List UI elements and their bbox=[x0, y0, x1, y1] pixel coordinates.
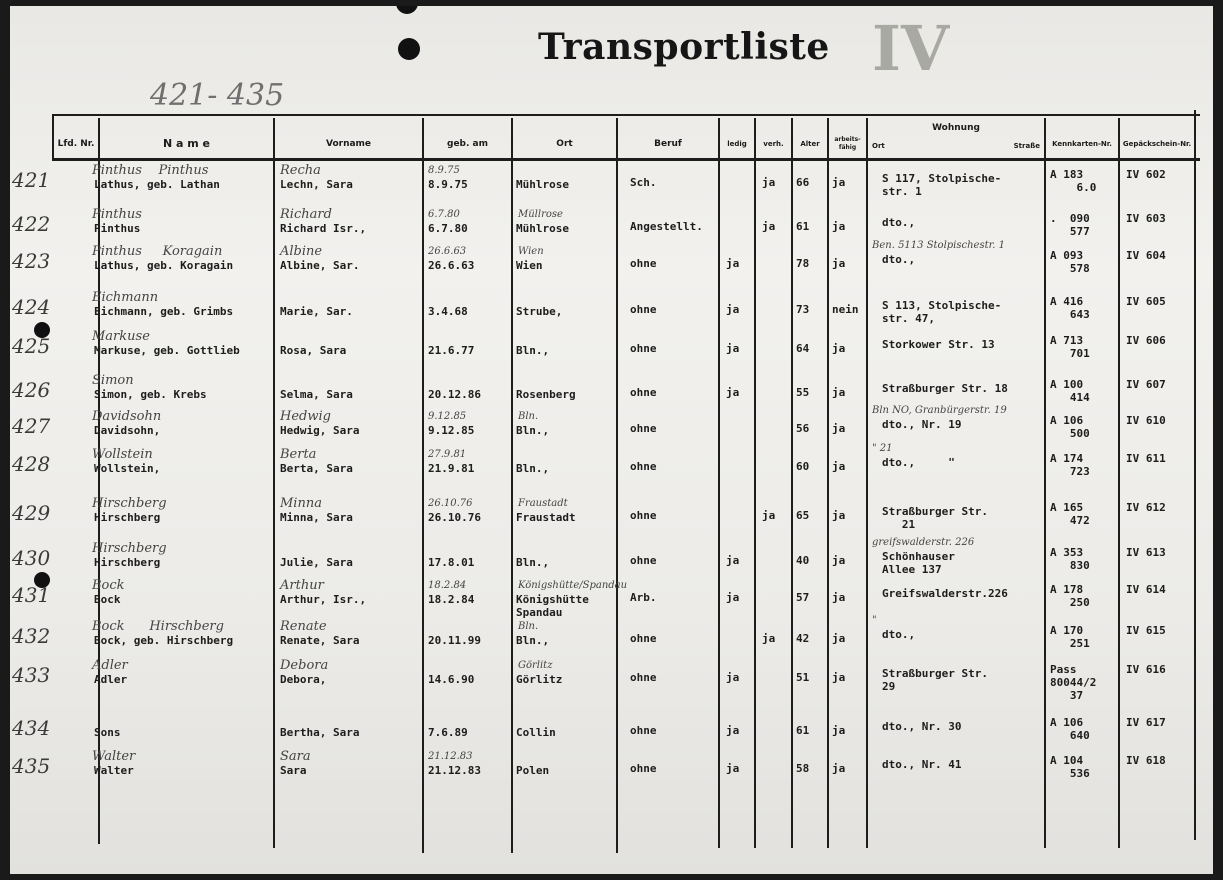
age: 51 bbox=[796, 671, 810, 684]
age: 42 bbox=[796, 632, 810, 645]
birth-date-handwritten: 26.6.63 bbox=[428, 246, 467, 257]
luggage-ticket-number: IV 614 bbox=[1126, 583, 1166, 596]
row-margin-number: 422 bbox=[12, 212, 51, 236]
given-name-handwritten: Renate bbox=[280, 619, 327, 634]
header-ledig: ledig bbox=[727, 140, 747, 148]
given-name-typed: Marie, Sar. bbox=[280, 305, 353, 318]
id-card-number: A 183 6.0 bbox=[1050, 168, 1097, 194]
given-name-typed: Albine, Sar. bbox=[280, 259, 360, 272]
fit-for-work: ja bbox=[832, 220, 846, 233]
birthplace-handwritten: Wien bbox=[518, 246, 544, 257]
given-name-typed: Minna, Sara bbox=[280, 511, 353, 524]
fit-for-work: ja bbox=[832, 422, 846, 435]
address-handwritten: Bln NO, Granbürgerstr. 19 bbox=[872, 405, 1007, 416]
age: 60 bbox=[796, 460, 810, 473]
occupation: ohne bbox=[630, 554, 657, 567]
id-card-number: A 104 536 bbox=[1050, 754, 1090, 780]
name-typed: Hirschberg bbox=[94, 511, 161, 524]
address-typed: Schönhauser Allee 137 bbox=[882, 550, 955, 576]
surname-handwritten: Hirschberg bbox=[92, 496, 167, 511]
address-typed: S 113, Stolpische- str. 47, bbox=[882, 299, 1002, 325]
birthplace-typed: Strube, bbox=[516, 305, 563, 318]
name-typed: Hirschberg bbox=[94, 556, 161, 569]
fit-for-work: ja bbox=[832, 460, 846, 473]
luggage-ticket-number: IV 604 bbox=[1126, 249, 1166, 262]
luggage-ticket-number: IV 618 bbox=[1126, 754, 1166, 767]
address-typed: dto., Nr. 30 bbox=[882, 720, 962, 733]
address-typed: dto., bbox=[882, 253, 916, 266]
age: 64 bbox=[796, 342, 810, 355]
surname-handwritten: Eichmann bbox=[92, 290, 159, 305]
given-name-handwritten: Recha bbox=[280, 163, 321, 178]
header-wohnung-strasse: Straße bbox=[1013, 142, 1040, 150]
address-typed: Straßburger Str. 29 bbox=[882, 667, 988, 693]
single-mark: ja bbox=[726, 257, 740, 270]
birthplace-typed: Wien bbox=[516, 259, 543, 272]
single-mark: ja bbox=[726, 671, 740, 684]
age: 61 bbox=[796, 220, 810, 233]
luggage-ticket-number: IV 603 bbox=[1126, 212, 1166, 225]
address-typed: Storkower Str. 13 bbox=[882, 338, 995, 351]
occupation: Angestellt. bbox=[630, 220, 703, 233]
age: 73 bbox=[796, 303, 810, 316]
given-name-typed: Lechn, Sara bbox=[280, 178, 353, 191]
age: 57 bbox=[796, 591, 810, 604]
document-title: Transportliste bbox=[538, 26, 830, 68]
age: 40 bbox=[796, 554, 810, 567]
header-ort: Ort bbox=[556, 139, 573, 149]
punch-hole bbox=[396, 6, 418, 14]
row-margin-number: 429 bbox=[12, 501, 51, 525]
luggage-ticket-number: IV 605 bbox=[1126, 295, 1166, 308]
single-mark: ja bbox=[726, 724, 740, 737]
birth-date-typed: 21.6.77 bbox=[428, 344, 475, 357]
given-name-typed: Rosa, Sara bbox=[280, 344, 347, 357]
row-margin-number: 434 bbox=[12, 716, 51, 740]
birth-date-handwritten: 18.2.84 bbox=[428, 580, 467, 591]
luggage-ticket-number: IV 617 bbox=[1126, 716, 1166, 729]
given-name-handwritten: Berta bbox=[280, 447, 317, 462]
birthplace-typed: Fraustadt bbox=[516, 511, 576, 524]
header-beruf: Beruf bbox=[654, 139, 682, 149]
birthplace-handwritten: Bln. bbox=[518, 621, 539, 632]
birth-date-typed: 7.6.89 bbox=[428, 726, 468, 739]
married-mark: ja bbox=[762, 509, 776, 522]
list-number-stamp: IV bbox=[872, 12, 950, 85]
surname-handwritten: Davidsohn bbox=[92, 409, 162, 424]
id-card-number: A 100 414 bbox=[1050, 378, 1090, 404]
birthplace-typed: Königshütte Spandau bbox=[516, 593, 589, 619]
luggage-ticket-number: IV 612 bbox=[1126, 501, 1166, 514]
married-mark: ja bbox=[762, 220, 776, 233]
column-rule bbox=[791, 118, 793, 848]
single-mark: ja bbox=[726, 342, 740, 355]
address-typed: S 117, Stolpische- str. 1 bbox=[882, 172, 1002, 198]
name-typed: Wollstein, bbox=[94, 462, 161, 475]
address-typed: Greifswalderstr.226 bbox=[882, 587, 1008, 600]
id-card-number: A 170 251 bbox=[1050, 624, 1090, 650]
given-name-typed: Selma, Sara bbox=[280, 388, 353, 401]
row-margin-number: 426 bbox=[12, 378, 51, 402]
address-typed: dto., bbox=[882, 628, 916, 641]
age: 65 bbox=[796, 509, 810, 522]
name-typed: Markuse, geb. Gottlieb bbox=[94, 344, 240, 357]
address-typed: dto., Nr. 19 bbox=[882, 418, 962, 431]
birthplace-handwritten: Fraustadt bbox=[518, 498, 568, 509]
occupation: Arb. bbox=[630, 591, 657, 604]
luggage-ticket-number: IV 616 bbox=[1126, 663, 1166, 676]
occupation: ohne bbox=[630, 671, 657, 684]
column-rule bbox=[1118, 118, 1120, 848]
birth-date-typed: 26.10.76 bbox=[428, 511, 481, 524]
name-typed: Walter bbox=[94, 764, 134, 777]
fit-for-work: ja bbox=[832, 342, 846, 355]
given-name-handwritten: Sara bbox=[280, 749, 311, 764]
birth-date-typed: 21.9.81 bbox=[428, 462, 475, 475]
occupation: ohne bbox=[630, 509, 657, 522]
birthplace-typed: Bln., bbox=[516, 556, 550, 569]
given-name-handwritten: Albine bbox=[280, 244, 323, 259]
birthplace-typed: Mühlrose bbox=[516, 178, 569, 191]
birthplace-handwritten: Königshütte/Spandau bbox=[518, 580, 628, 591]
married-mark: ja bbox=[762, 632, 776, 645]
header-wohnung-ort: Ort bbox=[872, 142, 885, 150]
id-card-number: . 090 577 bbox=[1050, 212, 1090, 238]
id-card-number: A 165 472 bbox=[1050, 501, 1090, 527]
birth-date-typed: 8.9.75 bbox=[428, 178, 468, 191]
birth-date-typed: 14.6.90 bbox=[428, 673, 475, 686]
column-rule bbox=[616, 118, 618, 853]
header-wohnung: Wohnung bbox=[932, 123, 980, 133]
name-typed: Sons bbox=[94, 726, 121, 739]
surname-handwritten: Markuse bbox=[92, 329, 150, 344]
birth-date-handwritten: 9.12.85 bbox=[428, 411, 467, 422]
birth-date-typed: 26.6.63 bbox=[428, 259, 475, 272]
single-mark: ja bbox=[726, 386, 740, 399]
row-margin-number: 425 bbox=[12, 334, 51, 358]
fit-for-work: ja bbox=[832, 509, 846, 522]
birthplace-typed: Bln., bbox=[516, 634, 550, 647]
row-margin-number: 430 bbox=[12, 546, 51, 570]
birth-date-handwritten: 8.9.75 bbox=[428, 165, 460, 176]
birth-date-handwritten: 26.10.76 bbox=[428, 498, 473, 509]
header-kennkarte: Kennkarten-Nr. bbox=[1052, 139, 1112, 148]
name-typed: Simon, geb. Krebs bbox=[94, 388, 207, 401]
row-margin-number: 424 bbox=[12, 295, 51, 319]
single-mark: ja bbox=[726, 591, 740, 604]
name-typed: Bock bbox=[94, 593, 121, 606]
single-mark: ja bbox=[726, 554, 740, 567]
id-card-number: A 106 640 bbox=[1050, 716, 1090, 742]
given-name-typed: Julie, Sara bbox=[280, 556, 353, 569]
surname-handwritten: Wollstein bbox=[92, 447, 153, 462]
occupation: ohne bbox=[630, 257, 657, 270]
name-typed: Adler bbox=[94, 673, 128, 686]
given-name-typed: Hedwig, Sara bbox=[280, 424, 360, 437]
birth-date-typed: 6.7.80 bbox=[428, 222, 468, 235]
luggage-ticket-number: IV 607 bbox=[1126, 378, 1166, 391]
name-typed: Lathus, geb. Lathan bbox=[94, 178, 220, 191]
header-lfd: Lfd. Nr. bbox=[57, 139, 95, 149]
given-name-typed: Arthur, Isr., bbox=[280, 593, 367, 606]
fit-for-work: ja bbox=[832, 176, 846, 189]
row-margin-number: 435 bbox=[12, 754, 51, 778]
age: 78 bbox=[796, 257, 810, 270]
birth-date-handwritten: 6.7.80 bbox=[428, 209, 460, 220]
column-rule bbox=[1044, 118, 1046, 848]
single-mark: ja bbox=[726, 762, 740, 775]
surname-handwritten: Hirschberg bbox=[92, 541, 167, 556]
birth-date-typed: 20.12.86 bbox=[428, 388, 481, 401]
birthplace-typed: Mühlrose bbox=[516, 222, 569, 235]
married-mark: ja bbox=[762, 176, 776, 189]
row-margin-number: 421 bbox=[12, 168, 51, 192]
luggage-ticket-number: IV 606 bbox=[1126, 334, 1166, 347]
address-typed: dto., bbox=[882, 216, 916, 229]
id-card-number: A 093 578 bbox=[1050, 249, 1090, 275]
surname-handwritten: Pinthus bbox=[92, 207, 142, 222]
birthplace-typed: Polen bbox=[516, 764, 550, 777]
given-name-typed: Sara bbox=[280, 764, 307, 777]
document-sheet bbox=[10, 6, 1213, 874]
column-rule bbox=[827, 118, 829, 848]
column-rule bbox=[866, 118, 868, 848]
address-handwritten: " 21 bbox=[872, 443, 893, 454]
fit-for-work: ja bbox=[832, 724, 846, 737]
column-rule bbox=[273, 118, 275, 848]
given-name-handwritten: Hedwig bbox=[280, 409, 331, 424]
surname-handwritten: Walter bbox=[92, 749, 136, 764]
row-margin-number: 433 bbox=[12, 663, 51, 687]
age: 58 bbox=[796, 762, 810, 775]
name-typed: Lathus, geb. Koragain bbox=[94, 259, 234, 272]
occupation: ohne bbox=[630, 762, 657, 775]
occupation: ohne bbox=[630, 460, 657, 473]
birth-date-typed: 9.12.85 bbox=[428, 424, 475, 437]
id-card-number: A 106 500 bbox=[1050, 414, 1090, 440]
birthplace-typed: Bln., bbox=[516, 344, 550, 357]
surname-handwritten: Simon bbox=[92, 373, 134, 388]
birth-date-handwritten: 21.12.83 bbox=[428, 751, 473, 762]
given-name-handwritten: Richard bbox=[280, 207, 332, 222]
given-name-typed: Bertha, Sara bbox=[280, 726, 360, 739]
column-rule bbox=[422, 118, 424, 853]
birthplace-handwritten: Bln. bbox=[518, 411, 539, 422]
occupation: ohne bbox=[630, 422, 657, 435]
age: 61 bbox=[796, 724, 810, 737]
header-verh: verh. bbox=[763, 140, 784, 148]
birthplace-typed: Collin bbox=[516, 726, 556, 739]
occupation: ohne bbox=[630, 303, 657, 316]
surname-handwritten: Bock bbox=[92, 578, 125, 593]
birthplace-typed: Bln., bbox=[516, 424, 550, 437]
address-handwritten: Ben. 5113 Stolpischestr. 1 bbox=[872, 240, 1006, 251]
fit-for-work: ja bbox=[832, 386, 846, 399]
header-geb: geb. am bbox=[447, 139, 488, 149]
address-handwritten: greifswalderstr. 226 bbox=[872, 537, 975, 548]
address-handwritten: " bbox=[872, 615, 877, 626]
fit-for-work: nein bbox=[832, 303, 859, 316]
age: 66 bbox=[796, 176, 810, 189]
table-top-rule bbox=[52, 114, 1200, 116]
header-vorname: Vorname bbox=[325, 139, 372, 149]
fit-for-work: ja bbox=[832, 554, 846, 567]
id-card-number: Pass 80044/2 37 bbox=[1050, 663, 1097, 702]
header-arbeitsfaehig: arbeits-fähig bbox=[834, 136, 861, 151]
id-card-number: A 353 830 bbox=[1050, 546, 1090, 572]
column-rule bbox=[1194, 110, 1196, 840]
occupation: ohne bbox=[630, 632, 657, 645]
column-rule bbox=[718, 118, 720, 848]
fit-for-work: ja bbox=[832, 591, 846, 604]
luggage-ticket-number: IV 610 bbox=[1126, 414, 1166, 427]
occupation: ohne bbox=[630, 342, 657, 355]
birth-date-handwritten: 27.9.81 bbox=[428, 449, 467, 460]
punch-hole bbox=[398, 38, 420, 60]
birth-date-typed: 21.12.83 bbox=[428, 764, 481, 777]
birthplace-typed: Görlitz bbox=[516, 673, 563, 686]
birthplace-handwritten: Görlitz bbox=[518, 660, 553, 671]
row-margin-number: 432 bbox=[12, 624, 51, 648]
id-card-number: A 713 701 bbox=[1050, 334, 1090, 360]
header-alter: Alter bbox=[800, 140, 820, 148]
fit-for-work: ja bbox=[832, 671, 846, 684]
address-typed: Straßburger Str. 18 bbox=[882, 382, 1008, 395]
occupation: ohne bbox=[630, 724, 657, 737]
age: 56 bbox=[796, 422, 810, 435]
single-mark: ja bbox=[726, 303, 740, 316]
luggage-ticket-number: IV 602 bbox=[1126, 168, 1166, 181]
birth-date-typed: 18.2.84 bbox=[428, 593, 475, 606]
birth-date-typed: 17.8.01 bbox=[428, 556, 475, 569]
column-rule bbox=[754, 118, 756, 848]
header-gepaeck: Gepäckschein-Nr. bbox=[1122, 139, 1192, 148]
occupation: Sch. bbox=[630, 176, 657, 189]
luggage-ticket-number: IV 613 bbox=[1126, 546, 1166, 559]
name-typed: Eichmann, geb. Grimbs bbox=[94, 305, 234, 318]
name-typed: Davidsohn, bbox=[94, 424, 161, 437]
age: 55 bbox=[796, 386, 810, 399]
name-typed: Pinthus bbox=[94, 222, 141, 235]
id-card-number: A 174 723 bbox=[1050, 452, 1090, 478]
given-name-typed: Richard Isr., bbox=[280, 222, 367, 235]
handwritten-range-note: 421- 435 bbox=[150, 78, 285, 113]
luggage-ticket-number: IV 611 bbox=[1126, 452, 1166, 465]
luggage-ticket-number: IV 615 bbox=[1126, 624, 1166, 637]
surname-handwritten: Pinthus Pinthus bbox=[92, 163, 209, 178]
given-name-typed: Berta, Sara bbox=[280, 462, 353, 475]
row-margin-number: 423 bbox=[12, 249, 51, 273]
surname-handwritten: Bock Hirschberg bbox=[92, 619, 224, 634]
address-typed: Straßburger Str. 21 bbox=[882, 505, 988, 531]
occupation: ohne bbox=[630, 386, 657, 399]
id-card-number: A 178 250 bbox=[1050, 583, 1090, 609]
row-margin-number: 431 bbox=[12, 583, 51, 607]
row-margin-number: 427 bbox=[12, 414, 51, 438]
birthplace-handwritten: Müllrose bbox=[518, 209, 563, 220]
address-typed: dto., " bbox=[882, 456, 955, 469]
given-name-typed: Debora, bbox=[280, 673, 327, 686]
given-name-handwritten: Arthur bbox=[280, 578, 324, 593]
header-name: N a m e bbox=[162, 137, 211, 150]
birth-date-typed: 20.11.99 bbox=[428, 634, 481, 647]
given-name-typed: Renate, Sara bbox=[280, 634, 360, 647]
birthplace-typed: Rosenberg bbox=[516, 388, 576, 401]
surname-handwritten: Adler bbox=[92, 658, 128, 673]
birth-date-typed: 3.4.68 bbox=[428, 305, 468, 318]
fit-for-work: ja bbox=[832, 632, 846, 645]
id-card-number: A 416 643 bbox=[1050, 295, 1090, 321]
birthplace-typed: Bln., bbox=[516, 462, 550, 475]
surname-handwritten: Pinthus Koragain bbox=[92, 244, 223, 259]
name-typed: Bock, geb. Hirschberg bbox=[94, 634, 234, 647]
column-rule bbox=[511, 118, 513, 853]
given-name-handwritten: Debora bbox=[280, 658, 329, 673]
fit-for-work: ja bbox=[832, 762, 846, 775]
row-margin-number: 428 bbox=[12, 452, 51, 476]
given-name-handwritten: Minna bbox=[280, 496, 322, 511]
fit-for-work: ja bbox=[832, 257, 846, 270]
address-typed: dto., Nr. 41 bbox=[882, 758, 962, 771]
